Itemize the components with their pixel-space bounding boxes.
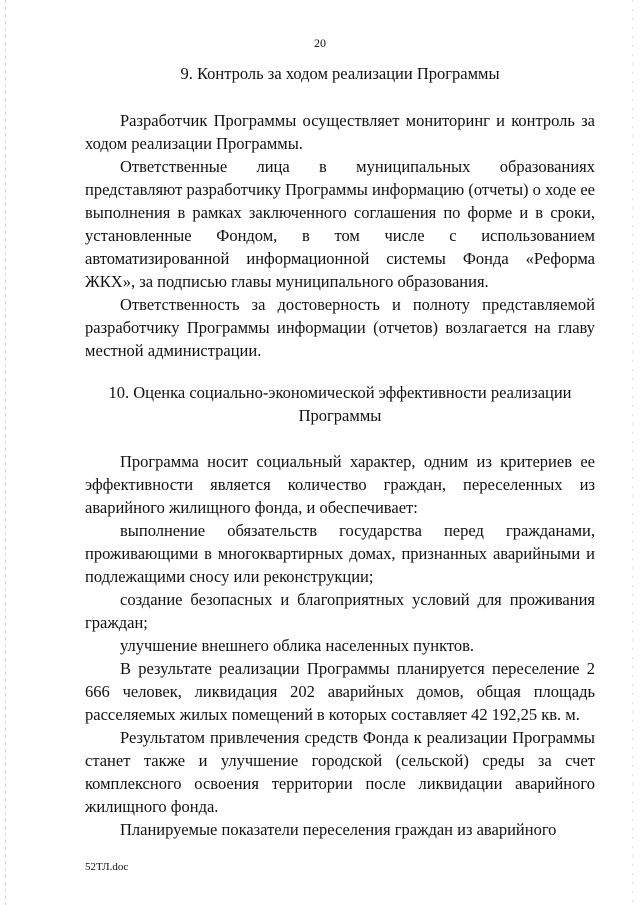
section-9-paragraph-3: Ответственность за достоверность и полноту представляемой разработчику Программы информации (отчетов) возлагается на главу местной администрации. (85, 295, 595, 360)
section-10-paragraph-1: Программа носит социальный характер, одним из критериев ее эффективности является количество граждан, переселенных из аварийного жилищного фонда, и обеспечивает: (85, 452, 595, 517)
section-10-paragraph-2: выполнение обязательств государства перед гражданами, проживающими в многоквартирных домах, признанных аварийными и подлежащими сносу или реконструкции; (85, 521, 595, 586)
section-10-paragraph-7: Планируемые показатели переселения граждан из аварийного (120, 820, 557, 839)
section-10-paragraph-3: создание безопасных и благоприятных условий для проживания граждан; (85, 590, 595, 632)
section-10-paragraph-5: В результате реализации Программы планируется переселение 2 666 человек, ликвидация 202 аварийных домов, общая площадь расселяемых жилых помещений в которых составляет 42 192,25 кв. м. (85, 659, 595, 724)
footer-filename: 52ТЛ.doc (85, 861, 129, 873)
section-10-title-line-2: Программы (298, 406, 382, 425)
section-10-title-line-1: 10. Оценка социально-экономической эффективности реализации (108, 383, 572, 402)
section-9-paragraph-1: Разработчик Программы осуществляет мониторинг и контроль за ходом реализации Программы. (85, 111, 595, 153)
section-9-paragraph-2: Ответственные лица в муниципальных образованиях представляют разработчику Программы информацию (отчеты) о ходе ее выполнения в рамках заключенного соглашения по форме и в сроки, установленные Фондом, в том числе с использованием автоматизированной информационной системы Фонда «Реформа ЖКХ», за подписью главы муниципального образования. (85, 157, 595, 291)
scan-edge-right (632, 0, 633, 905)
section-10-paragraph-6: Результатом привлечения средств Фонда к реализации Программы станет также и улучшение городской (сельской) среды за счет комплексного освоения территории после ликвидации аварийного жилищного фонда. (85, 728, 595, 816)
section-10-paragraph-4: улучшение внешнего облика населенных пунктов. (120, 636, 475, 655)
section-9-title: 9. Контроль за ходом реализации Программы (180, 64, 500, 83)
page-number: 20 (314, 36, 326, 50)
scan-edge-left (5, 0, 6, 905)
